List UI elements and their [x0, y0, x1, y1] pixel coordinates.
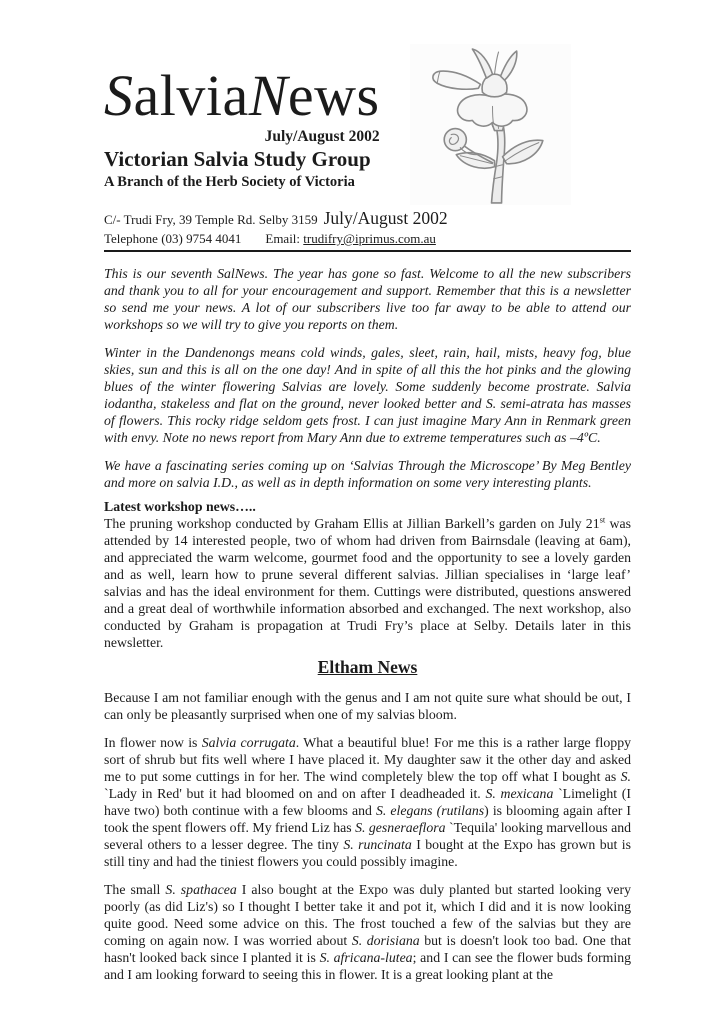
contact-phone-email-line: [104, 231, 631, 247]
contact-telephone: Telephone (03) 9754 4041: [104, 230, 242, 246]
eltham-paragraph-2: In flower now is Salvia corrugata. What a beautiful blue! For me this is a rather large floppy sort of shrub but fits well where I have placed it. My daughter saw it the other day and asked me to put some cuttings in for her. The wind completely blew the top off what I bought as S. `Lady in Red' but it had bloomed on and on after I deadheaded it. S. mexicana `Limelight (I have two) both continue with a few blooms and S. elegans (rutilans) is blooming again after I took the spent flowers off. My friend Liz has S. gesneraeflora `Tequila' looking marvellous and several others to a lesser degree. The tiny S. runcinata I bought at the Expo has grown but is still tiny and had the tiniest flowers you could possibly imagine.: [104, 735, 631, 870]
intro-paragraph-2: Winter in the Dandenongs means cold winds, gales, sleet, rain, hail, mists, heavy fog, blue skies, sun and this is all on the one day! And in spite of all this the hot pinks and the glowing blues of the winter flowering Salvias are lovely. Some suddenly become prostrate. Salvia iodantha, stakeless and flat on the ground, never looked better and S. semi-atrata has masses of flowers. This rocky ridge seldom gets frost. I can just imagine Mary Ann in Renmark green with envy. Note no news report from Mary Ann due to extreme temperatures such as –4ºC.: [104, 345, 631, 446]
eltham-paragraph-3: The small S. spathacea I also bought at the Expo was duly planted but started looking very poorly (as did Liz's) so I thought I better take it and pot it, which I did and it is now looking quite good. Need some advice on this. The frost touched a few of the salvias but they are coming on again now. I was worried about S. dorisiana but is doesn't look too bad. One that hasn't looked back since I planted it is S. africana-lutea; and I can see the flower buds forming and I am looking forward to seeing this in flower. It is a great looking plant at the: [104, 882, 632, 983]
header-rule: [104, 250, 631, 252]
contact-address: C/- Trudi Fry, 39 Temple Rd. Selby 3159: [104, 212, 318, 228]
workshop-news-heading: Latest workshop news…..: [104, 499, 256, 515]
eltham-paragraph-1: Because I am not familiar enough with the genus and I am not quite sure what should be out, I can only be pleasantly surprised when one of my salvias bloom.: [104, 690, 631, 723]
issue-date: July/August 2002: [264, 127, 380, 145]
newsletter-title: SalviaNews: [104, 63, 380, 128]
title-block: [104, 63, 380, 146]
org-name: Victorian Salvia Study Group: [104, 146, 371, 171]
intro-paragraph-3: We have a fascinating series coming up on ‘Salvias Through the Microscope’ By Meg Bentley and more on salvia I.D., as well as in depth information on some very interesting plants.: [104, 458, 631, 491]
org-subtitle: A Branch of the Herb Society of Victoria: [104, 173, 355, 190]
contact-address-line: [104, 208, 631, 230]
contact-block: [104, 208, 631, 247]
eltham-news-heading: Eltham News: [317, 657, 418, 678]
email-link[interactable]: trudifry@iprimus.com.au: [303, 230, 436, 246]
email-label: Email:: [265, 230, 301, 246]
contact-issue-date: July/August 2002: [323, 208, 448, 229]
workshop-news-paragraph: The pruning workshop conducted by Graham Ellis at Jillian Barkell’s garden on July 21st was attended by 14 interested people, two of whom had driven from Bairnsdale (leaving at 6am), and appreciated the warm welcome, gourmet food and the opportunity to see a lovely garden and as well, learn how to prune several different salvias. Jillian specialises in ‘large leaf’ salvias and has the ideal environment for them. Cuttings were distributed, questions answered and a great deal of worthwhile information absorbed and exchanged. The next workshop, also conducted by Graham is propagation at Trudi Fry’s place at Selby. Details later in this newsletter.: [104, 514, 631, 651]
masthead: [104, 0, 631, 252]
newsletter-body: [104, 265, 631, 983]
intro-paragraph-1: This is our seventh SalNews. The year has gone so fast. Welcome to all the new subscribers and thank you to all for your encouragement and support. Remember that this is a newsletter so send me your news. A lot of our subscribers live too far away to be able to attend our workshops so we will try to give you reports on them.: [104, 266, 631, 333]
